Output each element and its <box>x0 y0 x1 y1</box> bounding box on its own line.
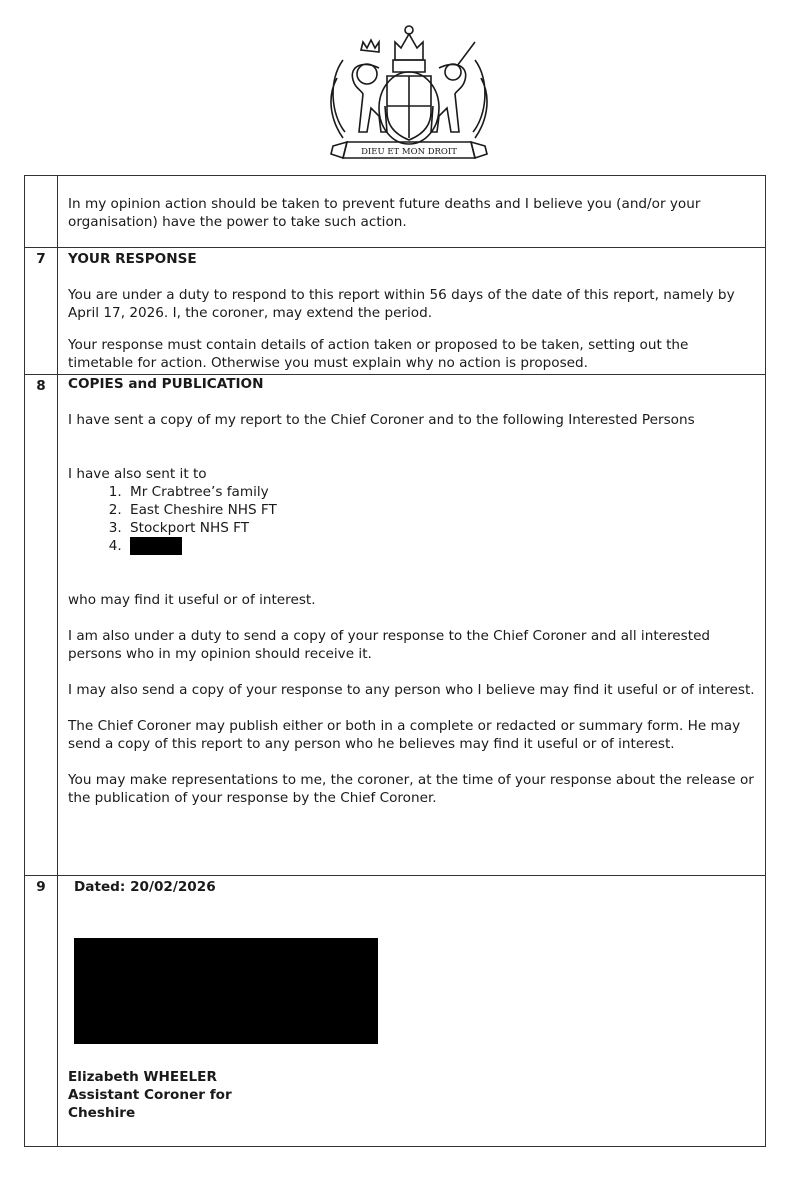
section-number: 7 <box>25 248 58 375</box>
crest-motto: DIEU ET MON DROIT <box>361 147 457 157</box>
publish-text: The Chief Coroner may publish either or both in a complete or redacted or summary form. He may send a copy of this report to any person who he believes may find it useful or of interest. <box>68 718 741 752</box>
section-heading: YOUR RESPONSE <box>68 251 197 267</box>
royal-coat-of-arms <box>323 20 495 168</box>
signature-redaction <box>74 938 378 1044</box>
list-item <box>126 537 757 555</box>
section-9-row <box>25 876 766 1147</box>
section-intro-row <box>25 176 766 248</box>
redaction-block <box>130 537 182 555</box>
intro-text: In my opinion action should be taken to prevent future deaths and I believe you (and/or your organisation) have the power to take such action. <box>68 196 701 230</box>
response-content-text: Your response must contain details of action taken or proposed to be taken, setting out the timetable for action. Otherwise you must explain why no action is proposed. <box>68 337 689 371</box>
list-item: 3. Stockport NHS FT <box>126 519 757 537</box>
recipient-list <box>68 483 757 555</box>
section-7-row <box>25 248 766 375</box>
coroner-role: Assistant Coroner for <box>68 1087 232 1103</box>
also-sent-text: I have also sent it to <box>68 466 207 482</box>
section-heading: COPIES and PUBLICATION <box>68 376 264 392</box>
crest-icon <box>323 20 495 168</box>
copies-sent-text: I have sent a copy of my report to the Chief Coroner and to the following Interested Persons <box>68 412 695 428</box>
list-item: 2. East Cheshire NHS FT <box>126 501 757 519</box>
section-8-row <box>25 375 766 876</box>
report-table <box>24 175 766 1147</box>
section-number: 9 <box>25 876 58 1147</box>
may-send-text: I may also send a copy of your response to any person who I believe may find it useful or of interest. <box>68 682 755 698</box>
dated-text: Dated: 20/02/2026 <box>74 879 216 895</box>
response-duty-text: You are under a duty to respond to this report within 56 days of the date of this report, namely by April 17, 2026. I, the coroner, may extend the period. <box>68 287 735 321</box>
duty-copy-text: I am also under a duty to send a copy of your response to the Chief Coroner and all interested persons who in my opinion should receive it. <box>68 628 711 662</box>
representations-text: You may make representations to me, the coroner, at the time of your response about the release or the publication of your response by the Chief Coroner. <box>68 772 754 806</box>
coroner-name: Elizabeth WHEELER <box>68 1069 217 1085</box>
interest-text: who may find it useful or of interest. <box>68 592 316 608</box>
list-item: 1. Mr Crabtree’s family <box>126 483 757 501</box>
coroner-area: Cheshire <box>68 1105 136 1121</box>
section-number: 8 <box>25 375 58 876</box>
